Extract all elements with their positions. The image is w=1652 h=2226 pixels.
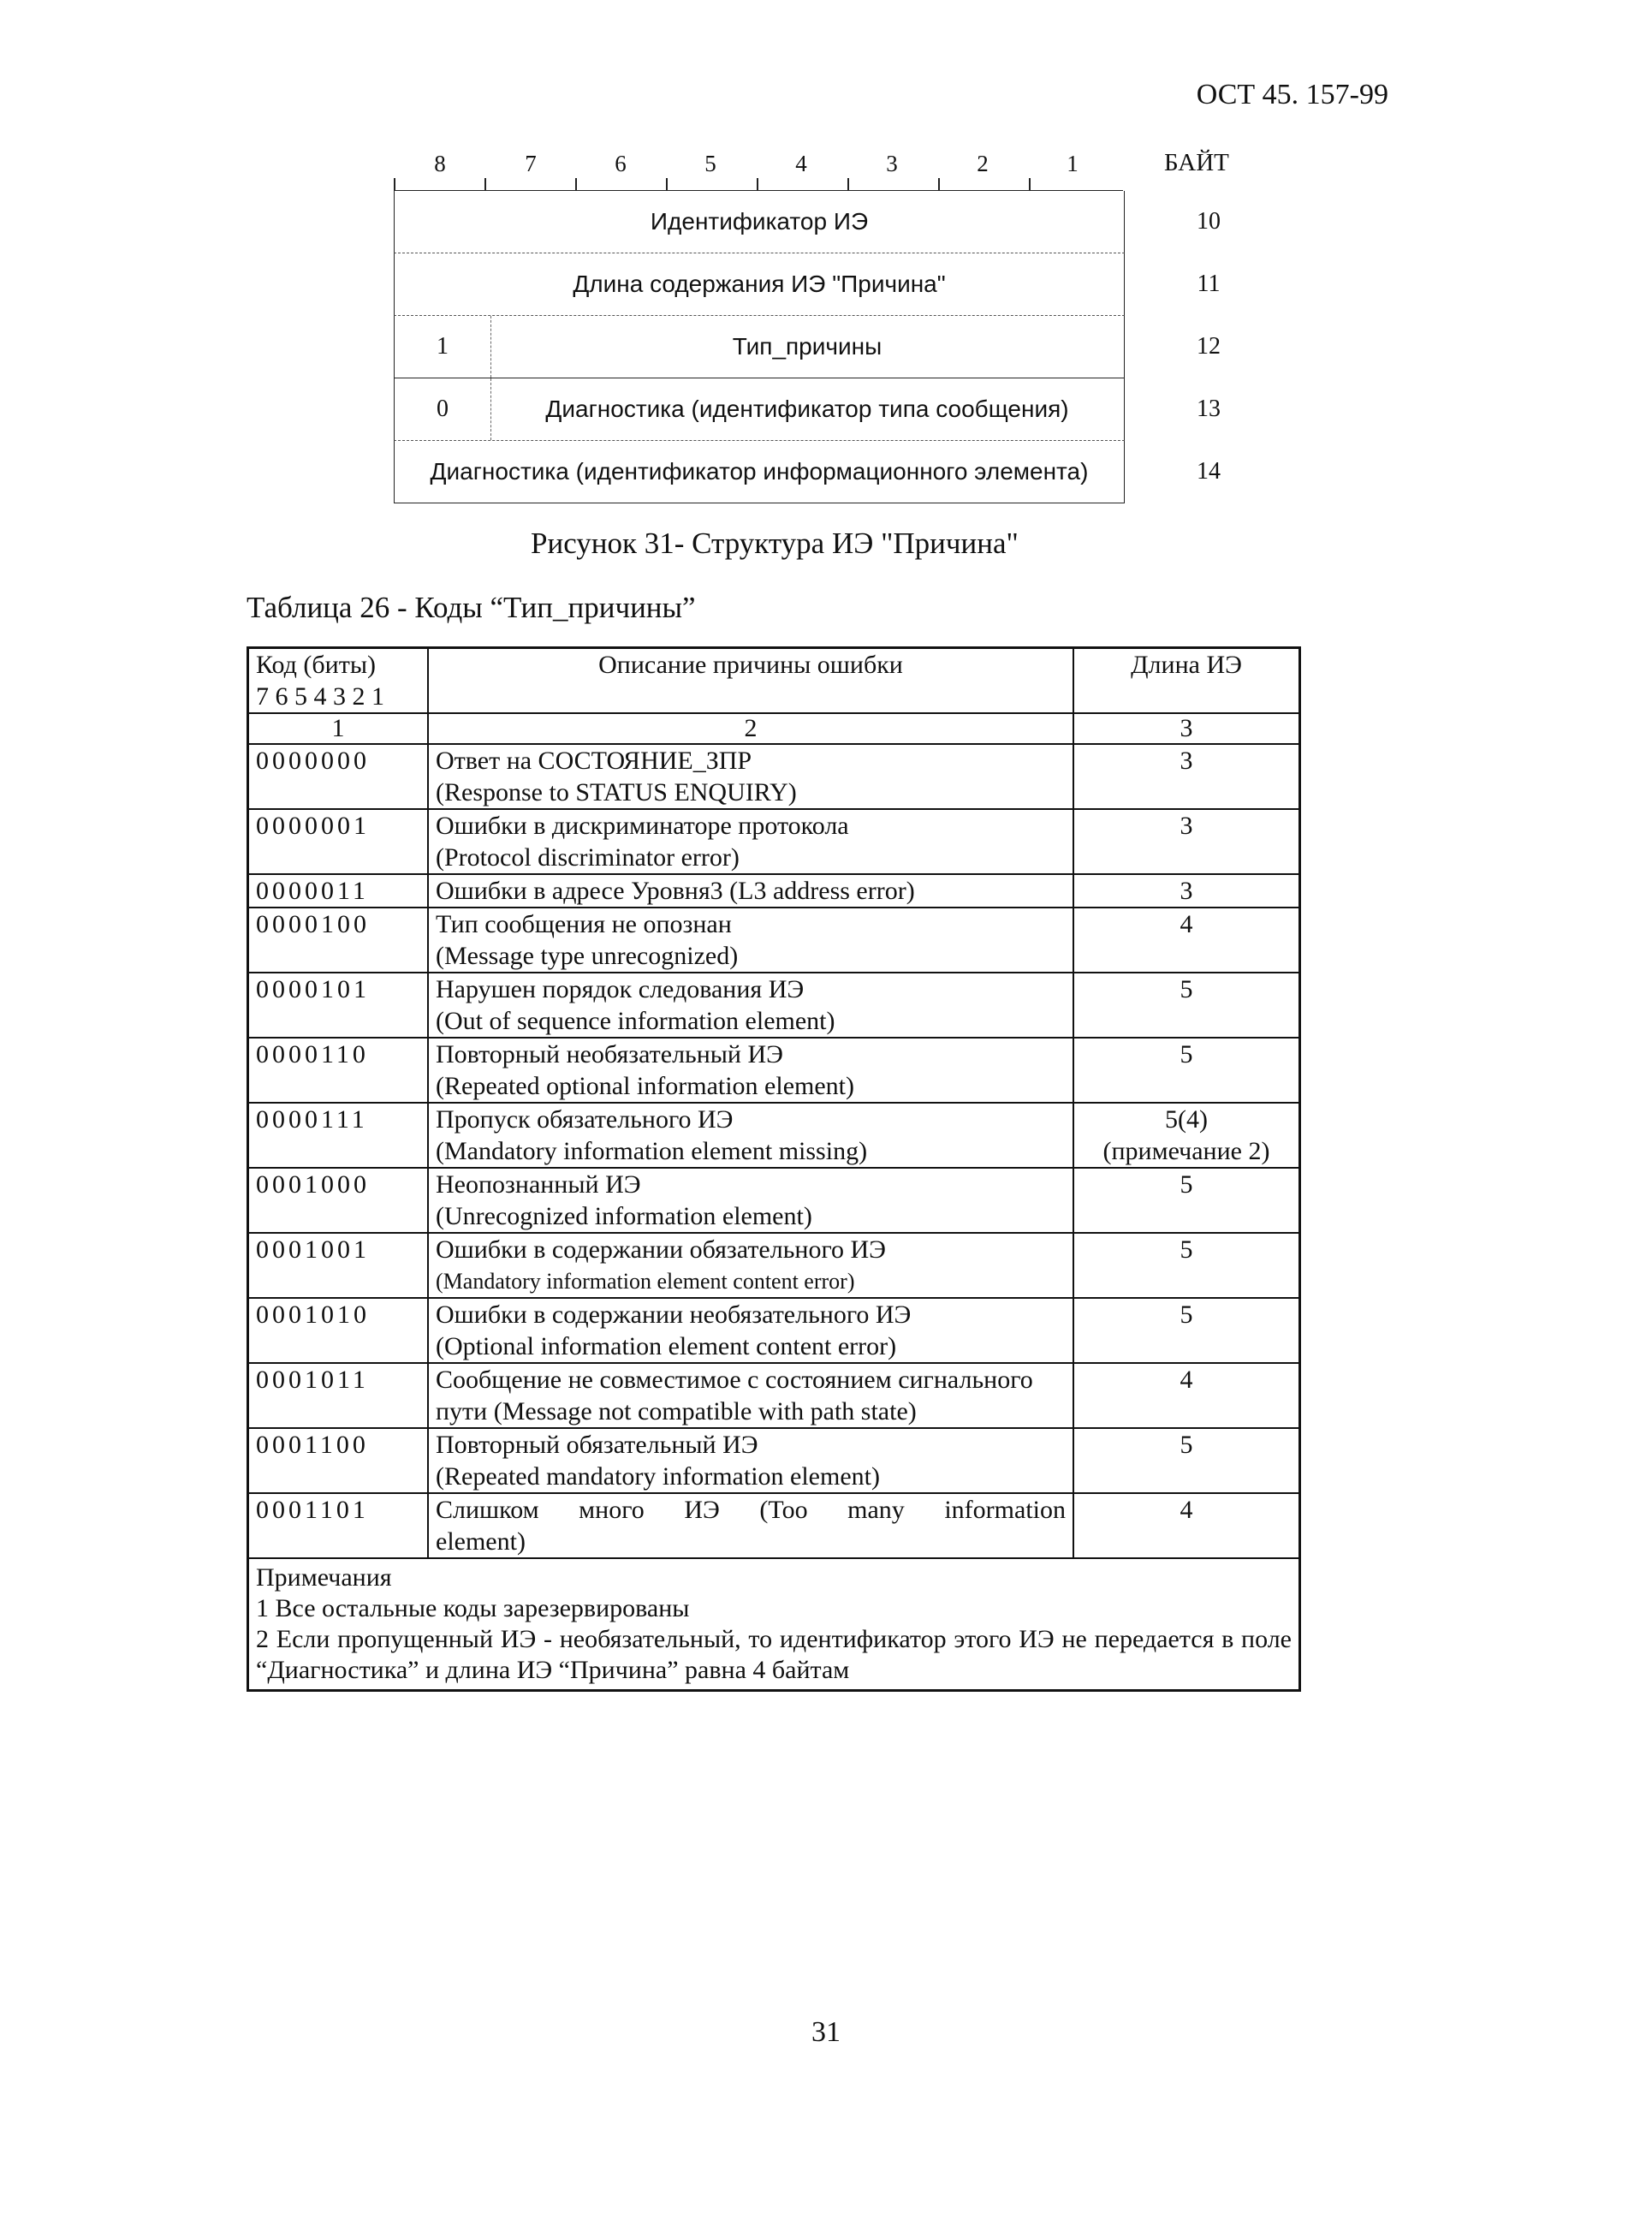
notes-heading: Примечания <box>256 1563 392 1592</box>
description-ru: Ошибки в содержании обязательного ИЭ <box>436 1235 886 1264</box>
length-cell: 3 <box>1073 874 1300 908</box>
code-cell: 0001001 <box>248 1233 429 1298</box>
figure-row-diagnostic-ie <box>394 441 1221 503</box>
code-cell: 0000000 <box>248 744 429 809</box>
description-cell <box>428 809 1073 874</box>
table-row <box>248 908 1300 973</box>
description-ru: Тип сообщения не опознан <box>436 910 732 938</box>
description-ru: Сообщение не совместимое с состоянием сигнального <box>436 1366 1033 1394</box>
header-bit-order: 7 6 5 4 3 2 1 <box>256 682 384 711</box>
length-cell: 5 <box>1073 1038 1300 1103</box>
figure-bit8-value: 1 <box>395 316 491 378</box>
description-cell <box>428 874 1073 908</box>
description-en: (Mandatory information element missing) <box>436 1137 868 1165</box>
length-cell: 5 <box>1073 1168 1300 1233</box>
table-row <box>248 874 1300 908</box>
figure-caption: Рисунок 31- Структура ИЭ "Причина" <box>531 527 1019 560</box>
description-cell <box>428 1298 1073 1363</box>
table-row <box>248 1038 1300 1103</box>
length-value: 5(4) <box>1165 1105 1208 1134</box>
note-item: 2 Если пропущенный ИЭ - необязательный, то идентификатор этого ИЭ не передается в поле “Диагностика” и длина ИЭ “Причина” равна 4 байтам <box>256 1625 1292 1684</box>
description-en: (Protocol discriminator error) <box>436 843 740 872</box>
description-cell <box>428 1233 1073 1298</box>
header-length: Длина ИЭ <box>1073 648 1300 714</box>
bit-tick <box>757 178 758 190</box>
description-cell <box>428 1363 1073 1428</box>
length-note: (примечание 2) <box>1102 1137 1270 1165</box>
column-number: 3 <box>1073 713 1300 744</box>
column-number-row <box>248 713 1300 744</box>
length-cell: 3 <box>1073 809 1300 874</box>
description-ru: Повторный необязательный ИЭ <box>436 1040 783 1068</box>
description-ru: Ошибки в адресе Уровня3 (L3 address error) <box>436 877 915 905</box>
bit-tick <box>938 178 940 190</box>
length-cell: 4 <box>1073 1493 1300 1558</box>
figure-31-structure <box>394 146 1275 503</box>
description-cell <box>428 908 1073 973</box>
description-ru: Ошибки в содержании необязательного ИЭ <box>436 1300 912 1329</box>
bit-tick <box>575 178 577 190</box>
table-header-row <box>248 648 1300 714</box>
code-cell: 0000011 <box>248 874 429 908</box>
description-cell <box>428 1103 1073 1168</box>
description-cell <box>428 744 1073 809</box>
bit-tick <box>394 178 395 190</box>
document-code: ОСТ 45. 157-99 <box>1196 79 1388 110</box>
bit-number-5: 5 <box>704 151 716 176</box>
description-ru: Ответ на СОСТОЯНИЕ_ЗПР <box>436 747 752 775</box>
header-code-bits <box>248 648 429 714</box>
bit-numbers-row <box>394 146 1229 191</box>
table-row <box>248 1363 1300 1428</box>
length-cell: 5 <box>1073 1298 1300 1363</box>
length-cell: 5 <box>1073 973 1300 1038</box>
column-number: 1 <box>248 713 429 744</box>
description-en: (Mandatory information element content error) <box>436 1269 855 1294</box>
description-en: (Response to STATUS ENQUIRY) <box>436 778 797 806</box>
figure-byte-number: 11 <box>1197 271 1221 297</box>
description-en: (Out of sequence information element) <box>436 1007 835 1035</box>
figure-byte-number: 10 <box>1197 208 1221 235</box>
table-notes-row <box>248 1558 1300 1691</box>
code-cell: 0000100 <box>248 908 429 973</box>
figure-row-label: Диагностика (идентификатор информационного элемента) <box>430 458 1089 485</box>
table-row <box>248 1298 1300 1363</box>
length-cell: 4 <box>1073 908 1300 973</box>
description-ru: Слишком много ИЭ (Too many information <box>436 1496 1066 1524</box>
description-ru: Неопознанный ИЭ <box>436 1170 641 1199</box>
header-code-label: Код (биты) <box>256 651 376 679</box>
figure-row-label: Длина содержания ИЭ "Причина" <box>573 271 946 297</box>
figure-row-cause-type <box>394 316 1221 378</box>
description-ru: Пропуск обязательного ИЭ <box>436 1105 734 1134</box>
description-ru: Повторный обязательный ИЭ <box>436 1431 758 1459</box>
notes-cell <box>248 1558 1300 1691</box>
table-row <box>248 973 1300 1038</box>
table-row <box>248 1233 1300 1298</box>
figure-byte-number: 13 <box>1197 396 1221 422</box>
table-row <box>248 744 1300 809</box>
length-cell <box>1073 1103 1300 1168</box>
length-cell: 4 <box>1073 1363 1300 1428</box>
bit-tick <box>1029 178 1031 190</box>
code-cell: 0000101 <box>248 973 429 1038</box>
header-description: Описание причины ошибки <box>428 648 1073 714</box>
bit-number-6: 6 <box>615 151 627 176</box>
description-en: (Repeated optional information element) <box>436 1072 854 1100</box>
bit-number-3: 3 <box>886 151 898 176</box>
bit-number-7: 7 <box>525 151 537 176</box>
bit-tick <box>484 178 486 190</box>
description-ru: Нарушен порядок следования ИЭ <box>436 975 805 1003</box>
description-cell <box>428 1493 1073 1558</box>
column-number: 2 <box>428 713 1073 744</box>
note-item: 1 Все остальные коды зарезервированы <box>256 1594 690 1622</box>
table-row <box>248 1103 1300 1168</box>
cause-type-codes-table <box>247 646 1301 1692</box>
figure-row-label: Идентификатор ИЭ <box>650 208 869 235</box>
description-en: (Repeated mandatory information element) <box>436 1462 880 1491</box>
code-cell: 0000110 <box>248 1038 429 1103</box>
description-en: (Unrecognized information element) <box>436 1202 812 1230</box>
figure-row-diagnostic-message-type <box>394 378 1221 441</box>
table-title: Таблица 26 - Коды “Тип_причины” <box>247 591 696 624</box>
length-cell: 5 <box>1073 1233 1300 1298</box>
table-row <box>248 1428 1300 1493</box>
code-cell: 0001000 <box>248 1168 429 1233</box>
table-row <box>248 809 1300 874</box>
code-cell: 0000001 <box>248 809 429 874</box>
description-ru: Ошибки в дискриминаторе протокола <box>436 812 849 840</box>
figure-row-content-length <box>394 253 1221 316</box>
byte-column-header: БАЙТ <box>1164 149 1229 176</box>
description-cell <box>428 1428 1073 1493</box>
code-cell: 0001011 <box>248 1363 429 1428</box>
figure-row-ie-identifier <box>394 191 1221 253</box>
description-en: (Message type unrecognized) <box>436 942 739 970</box>
figure-bit8-value: 0 <box>395 378 491 440</box>
figure-row-label: Тип_причины <box>732 333 882 360</box>
length-cell: 5 <box>1073 1428 1300 1493</box>
code-cell: 0001010 <box>248 1298 429 1363</box>
description-en: пути (Message not compatible with path state) <box>436 1397 917 1425</box>
figure-row-label: Диагностика (идентификатор типа сообщения) <box>545 396 1069 422</box>
description-cell <box>428 973 1073 1038</box>
description-cell <box>428 1168 1073 1233</box>
description-en: element) <box>436 1527 526 1556</box>
bit-tick <box>666 178 668 190</box>
table-row <box>248 1493 1300 1558</box>
code-cell: 0000111 <box>248 1103 429 1168</box>
code-cell: 0001100 <box>248 1428 429 1493</box>
code-cell: 0001101 <box>248 1493 429 1558</box>
description-en: (Optional information element content error) <box>436 1332 897 1360</box>
figure-byte-number: 12 <box>1197 333 1221 360</box>
bit-number-4: 4 <box>795 151 807 176</box>
page-number: 31 <box>811 2016 841 2048</box>
bit-number-1: 1 <box>1067 151 1079 176</box>
description-cell <box>428 1038 1073 1103</box>
bit-number-2: 2 <box>977 151 989 176</box>
bit-number-8: 8 <box>434 151 446 176</box>
length-cell: 3 <box>1073 744 1300 809</box>
figure-byte-number: 14 <box>1197 458 1221 485</box>
bit-tick <box>847 178 849 190</box>
table-row <box>248 1168 1300 1233</box>
